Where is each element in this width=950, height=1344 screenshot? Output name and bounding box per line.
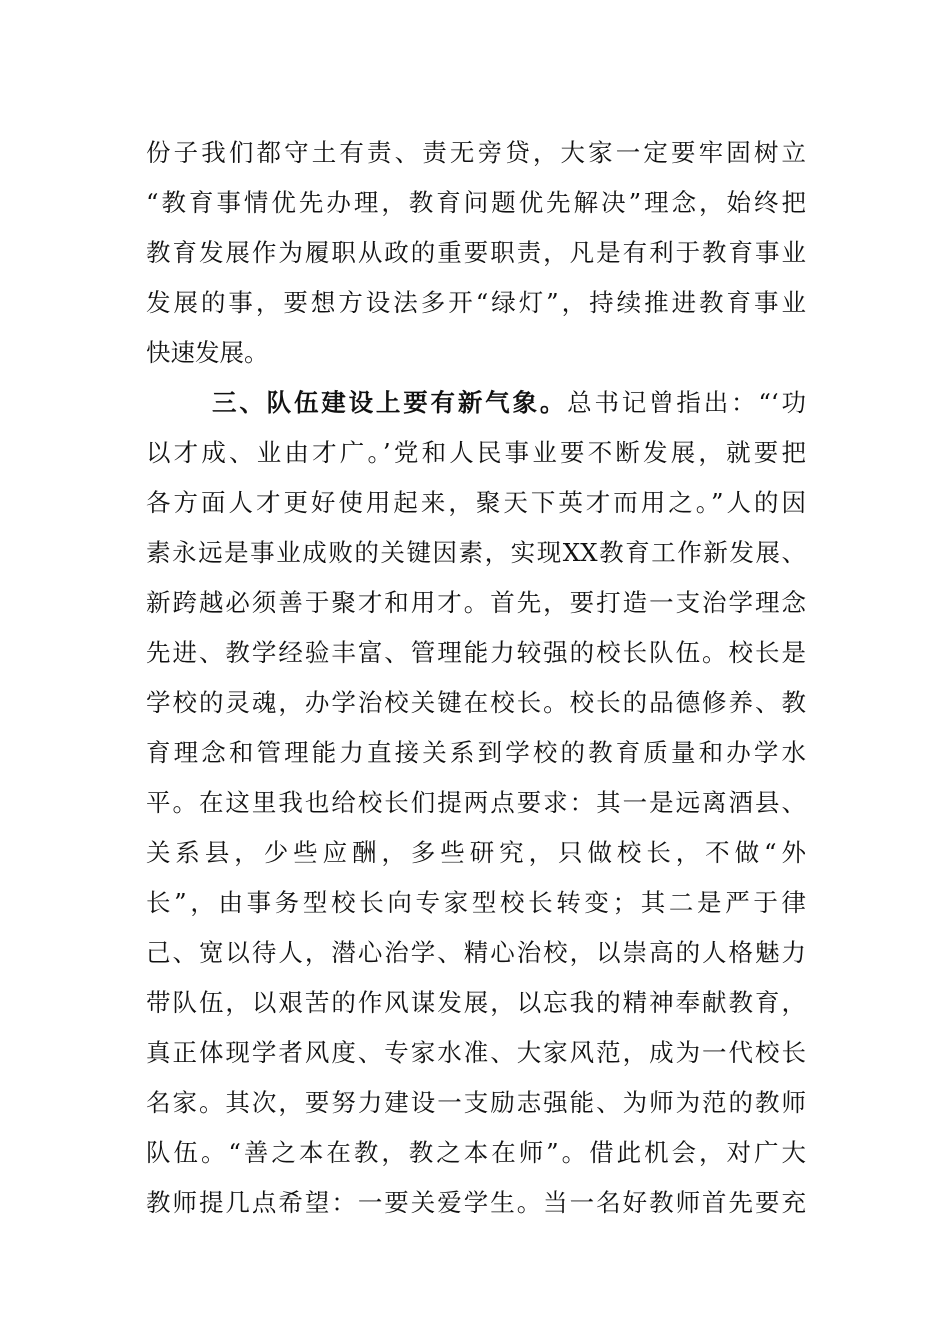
document-body xyxy=(146,128,806,1228)
text-line: 学校的灵魂，办学治校关键在校长。校长的品德修养、教 xyxy=(146,688,806,717)
text-line: 关系县，少些应酬，多些研究，只做校长，不做“外 xyxy=(146,838,806,867)
text-line: 快速发展。 xyxy=(146,338,269,367)
text-line: 带队伍，以艰苦的作风谋发展，以忘我的精神奉献教育， xyxy=(146,988,806,1017)
text-line: 名家。其次，要努力建设一支励志强能、为师为范的教师 xyxy=(146,1088,806,1117)
text-line: 教师提几点希望：一要关爱学生。当一名好教师首先要充 xyxy=(146,1188,806,1217)
text-line: 以才成、业由才广。’党和人民事业要不断发展，就要把 xyxy=(146,438,806,467)
paragraph-1 xyxy=(146,128,806,378)
text-line: 育理念和管理能力直接关系到学校的教育质量和办学水 xyxy=(146,738,806,767)
text-line: 发展的事，要想方设法多开“绿灯”，持续推进教育事业 xyxy=(146,288,806,317)
text-line: 各方面人才更好使用起来，聚天下英才而用之。”人的因 xyxy=(146,488,806,517)
text-line: 平。在这里我也给校长们提两点要求：其一是远离酒县、 xyxy=(146,788,806,817)
text-line: “教育事情优先办理，教育问题优先解决”理念，始终把 xyxy=(146,188,806,217)
text-line: 先进、教学经验丰富、管理能力较强的校长队伍。校长是 xyxy=(146,638,806,667)
text-line: 教育发展作为履职从政的重要职责，凡是有利于教育事业 xyxy=(146,238,806,267)
text-line: 份子我们都守土有责、责无旁贷，大家一定要牢固树立 xyxy=(146,138,806,167)
section-heading: 三、队伍建设上要有新气象。 xyxy=(212,388,568,417)
text-line: 新跨越必须善于聚才和用才。首先，要打造一支治学理念 xyxy=(146,588,806,617)
text-line: 真正体现学者风度、专家水准、大家风范，成为一代校长 xyxy=(146,1038,806,1067)
heading-line-rest: 总书记曾指出：“‘功 xyxy=(567,388,807,417)
text-line: 长”，由事务型校长向专家型校长转变；其二是严于律 xyxy=(146,888,806,917)
text-line: 己、宽以待人，潜心治学、精心治校，以崇高的人格魅力 xyxy=(146,938,806,967)
paragraph-2 xyxy=(146,378,806,1228)
text-line xyxy=(146,378,806,428)
text-line: 素永远是事业成败的关键因素，实现XX教育工作新发展、 xyxy=(146,538,806,567)
text-line: 队伍。“善之本在教，教之本在师”。借此机会，对广大 xyxy=(146,1138,806,1167)
